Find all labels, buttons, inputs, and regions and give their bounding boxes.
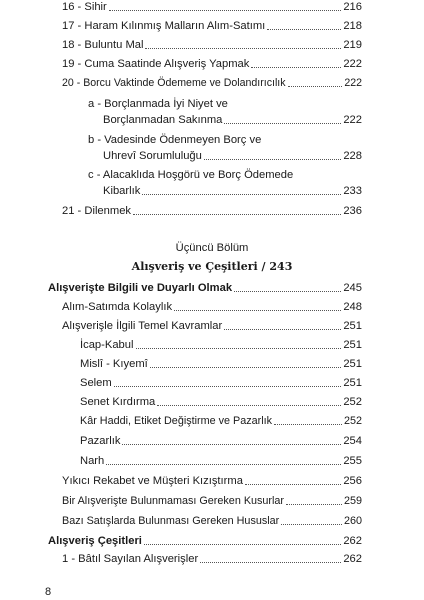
- toc-entry-page: 252: [343, 415, 362, 427]
- toc-entry-page: 245: [343, 282, 362, 294]
- toc-entry: [80, 414, 362, 428]
- toc-entry: [62, 474, 362, 488]
- toc-entry-label: 16 - Sihir: [62, 1, 107, 13]
- leader-dots: [174, 310, 341, 311]
- toc-entry-label: Narh: [80, 455, 105, 467]
- toc-entry-label: 17 - Haram Kılınmış Malların Alım-Satımı: [62, 20, 266, 32]
- toc-entry-page: 251: [343, 339, 362, 351]
- toc-entry-page: 248: [343, 301, 362, 313]
- toc-entry-label: Borçlanmadan Sakınma: [103, 114, 223, 126]
- leader-dots: [145, 48, 341, 49]
- leader-dots: [224, 329, 341, 330]
- toc-entry-page: 236: [343, 205, 362, 217]
- toc-entry: [80, 376, 362, 390]
- toc-entry: [62, 57, 362, 71]
- leader-dots: [136, 348, 342, 349]
- toc-entry-page: 262: [343, 553, 362, 565]
- leader-dots: [142, 194, 341, 195]
- toc-entry-page: 222: [343, 58, 362, 70]
- leader-dots: [204, 159, 341, 160]
- toc-entry-label: Pazarlık: [80, 435, 121, 447]
- leader-dots: [245, 484, 341, 485]
- toc-subentry-line1: a - Borçlanmada İyi Niyet ve: [88, 98, 228, 110]
- toc-entry: [48, 534, 362, 548]
- toc-entry-label: 21 - Dilenmek: [62, 205, 132, 217]
- leader-dots: [109, 10, 342, 11]
- toc-entry-page: 262: [343, 535, 362, 547]
- toc-entry-page: 222: [344, 77, 362, 89]
- toc-entry: [62, 204, 362, 218]
- toc-entry-page: 251: [343, 320, 362, 332]
- toc-entry-label: Uhrevî Sorumluluğu: [103, 150, 202, 162]
- toc-entry: [80, 454, 362, 468]
- toc-entry-page: 260: [343, 515, 362, 527]
- toc-subentry: [103, 113, 362, 127]
- toc-entry-label: Kibarlık: [103, 185, 141, 197]
- leader-dots: [288, 86, 343, 87]
- toc-entry-page: 251: [343, 358, 362, 370]
- leader-dots: [251, 67, 341, 68]
- toc-entry-page: 259: [343, 495, 362, 507]
- toc-entry-label: Yıkıcı Rekabet ve Müşteri Kızıştırma: [62, 475, 243, 487]
- leader-dots: [114, 386, 342, 387]
- toc-entry-label: Alışveriş Çeşitleri: [48, 535, 142, 547]
- toc-entry-page: 219: [343, 39, 362, 51]
- toc-entry: [62, 300, 362, 314]
- toc-entry-page: 251: [343, 377, 362, 389]
- toc-entry: [80, 434, 362, 448]
- toc-entry: [80, 357, 362, 371]
- toc-entry-page: 216: [343, 1, 362, 13]
- leader-dots: [281, 524, 342, 525]
- toc-entry-page: 228: [343, 150, 362, 162]
- leader-dots: [150, 367, 342, 368]
- toc-entry-page: 222: [343, 114, 362, 126]
- leader-dots: [157, 405, 341, 406]
- toc-entry: [62, 514, 362, 528]
- leader-dots: [234, 291, 341, 292]
- toc-entry: [62, 76, 362, 90]
- toc-entry-label: Bazı Satışlarda Bulunması Gereken Hususlar: [62, 515, 280, 527]
- toc-entry: [62, 552, 362, 566]
- section-heading: Üçüncü Bölüm: [175, 242, 249, 254]
- toc-entry-label: Senet Kırdırma: [80, 396, 156, 408]
- toc-subentry: [103, 184, 362, 198]
- toc-entry-page: 254: [343, 435, 362, 447]
- toc-subentry: [103, 149, 362, 163]
- leader-dots: [200, 562, 341, 563]
- toc-entry-label: Alım-Satımda Kolaylık: [62, 301, 173, 313]
- leader-dots: [122, 444, 341, 445]
- toc-entry-label: Mislî - Kıyemî: [80, 358, 148, 370]
- leader-dots: [286, 504, 342, 505]
- toc-entry: [62, 319, 362, 333]
- leader-dots: [133, 214, 341, 215]
- page-number: 8: [45, 586, 52, 598]
- toc-subentry-line1: c - Alacaklıda Hoşgörü ve Borç Ödemede: [88, 169, 294, 181]
- toc-entry: [62, 19, 362, 33]
- section-title: Alışveriş ve Çeşitleri / 243: [131, 260, 293, 273]
- leader-dots: [144, 544, 341, 545]
- toc-entry-page: 252: [343, 396, 362, 408]
- toc-entry-page: 255: [343, 455, 362, 467]
- leader-dots: [267, 29, 341, 30]
- toc-entry-label: Kâr Haddi, Etiket Değiştirme ve Pazarlık: [80, 415, 273, 427]
- toc-entry: [80, 338, 362, 352]
- toc-entry-page: 233: [343, 185, 362, 197]
- leader-dots: [274, 424, 342, 425]
- toc-entry-label: Alışverişle İlgili Temel Kavramlar: [62, 320, 223, 332]
- toc-entry: [62, 0, 362, 14]
- toc-entry-label: 18 - Buluntu Mal: [62, 39, 144, 51]
- toc-entry-label: 19 - Cuma Saatinde Alışveriş Yapmak: [62, 58, 250, 70]
- toc-entry: [62, 38, 362, 52]
- toc-entry: [80, 395, 362, 409]
- toc-entry-label: 1 - Bâtıl Sayılan Alışverişler: [62, 553, 199, 565]
- toc-entry-page: 218: [343, 20, 362, 32]
- toc-entry-label: İcap-Kabul: [80, 339, 134, 351]
- toc-entry: [48, 281, 362, 295]
- toc-entry-page: 256: [343, 475, 362, 487]
- toc-subentry-line1: b - Vadesinde Ödenmeyen Borç ve: [88, 134, 262, 146]
- toc-entry: [62, 494, 362, 508]
- toc-entry-label: 20 - Borcu Vaktinde Ödememe ve Dolandırıcılık: [62, 77, 286, 89]
- toc-entry-label: Bir Alışverişte Bulunmaması Gereken Kusurlar: [62, 495, 285, 507]
- toc-entry-label: Alışverişte Bilgili ve Duyarlı Olmak: [48, 282, 233, 294]
- leader-dots: [106, 464, 341, 465]
- leader-dots: [224, 123, 341, 124]
- toc-entry-label: Selem: [80, 377, 112, 389]
